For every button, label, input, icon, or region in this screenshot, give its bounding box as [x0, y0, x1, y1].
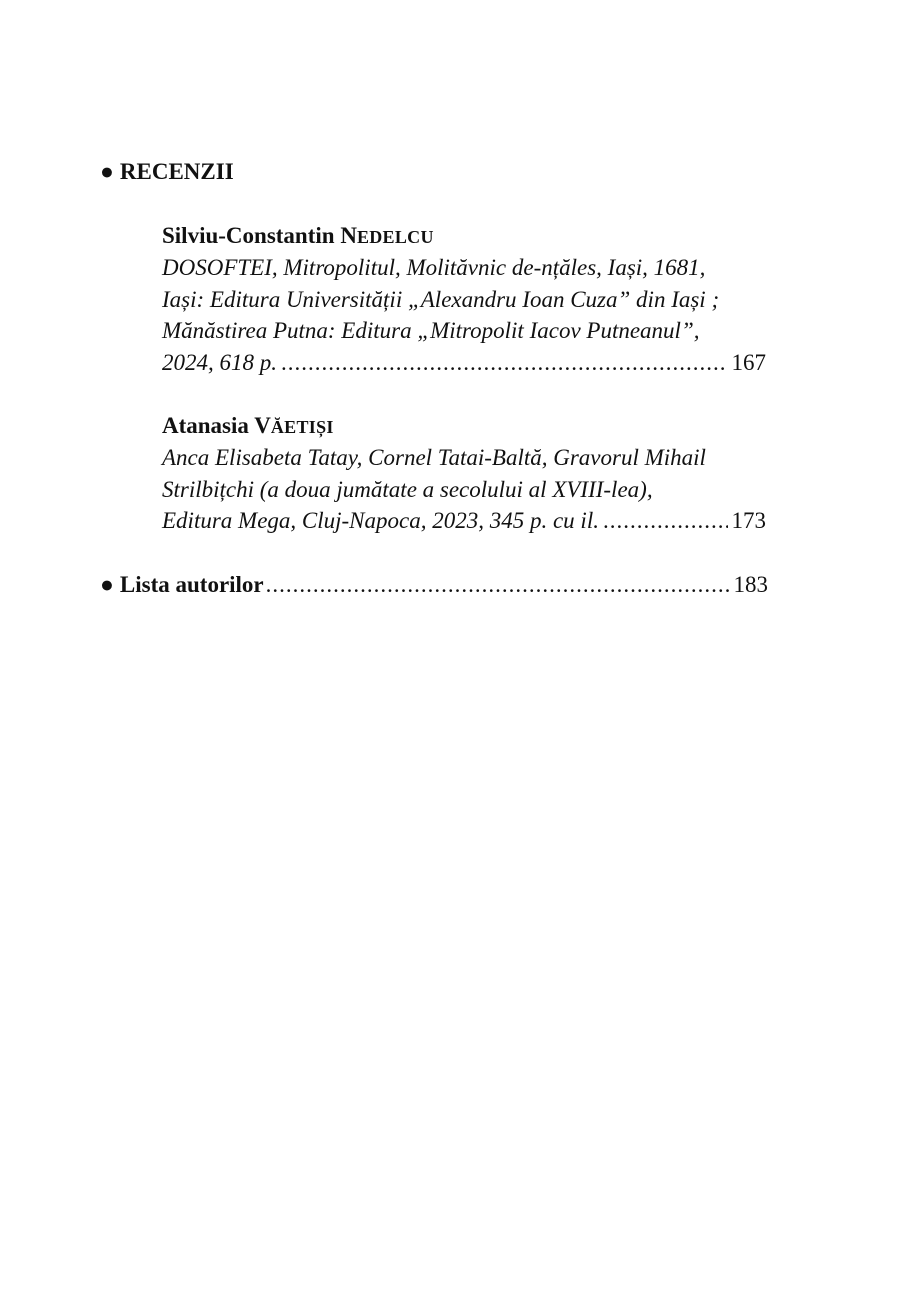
bullet-icon: ● — [100, 159, 114, 184]
toc-entry-lista-autorilor[interactable] — [100, 570, 768, 600]
dot-leader — [266, 570, 732, 600]
entry-title-line: Iași: Editura Universității „Alexandru Ioan Cuza” din Iași ; — [162, 286, 720, 312]
dot-leader — [281, 347, 728, 379]
author-surname-rest: EDELCU — [356, 227, 434, 247]
entry-last-line — [162, 347, 766, 379]
bullet-icon: ● — [100, 572, 114, 597]
entry-title-line: Mănăstirea Putna: Editura „Mitropolit Iacov Putneanul”, — [162, 318, 700, 343]
entry-title-line: DOSOFTEI, Mitropolitul, Molităvnic de-nțăles, Iași, 1681, — [162, 255, 706, 280]
entry-title-line: Editura Mega, Cluj-Napoca, 2023, 345 p. cu il. — [162, 508, 599, 533]
author-given-name: Atanasia — [162, 413, 255, 438]
toc-entry[interactable] — [162, 411, 766, 537]
entry-title-line: 2024, 618 p. — [162, 349, 277, 375]
page-number: 173 — [731, 508, 766, 533]
toc-label-text: Lista autorilor — [119, 572, 264, 597]
author-given-name: Silviu-Constantin — [162, 223, 341, 248]
author-surname-initial: V — [254, 413, 271, 438]
dot-leader — [603, 505, 728, 537]
toc-label — [100, 570, 264, 600]
section-heading-recenzii — [100, 157, 234, 187]
toc-entry[interactable] — [162, 221, 766, 378]
section-title: RECENZII — [119, 159, 234, 184]
entry-author — [162, 411, 766, 442]
author-surname-initial: N — [340, 223, 357, 248]
entry-last-line — [162, 505, 766, 537]
page-number: 183 — [733, 572, 768, 597]
entry-title-line: Strilbițchi (a doua jumătate a secolului al XVIII-lea), — [162, 476, 653, 502]
entry-title-line: Anca Elisabeta Tatay, Cornel Tatai-Baltă, Gravorul Mihail — [162, 445, 706, 470]
entry-author — [162, 221, 766, 252]
author-surname-rest: ĂETIȘI — [270, 417, 334, 437]
page-number: 167 — [731, 349, 766, 375]
